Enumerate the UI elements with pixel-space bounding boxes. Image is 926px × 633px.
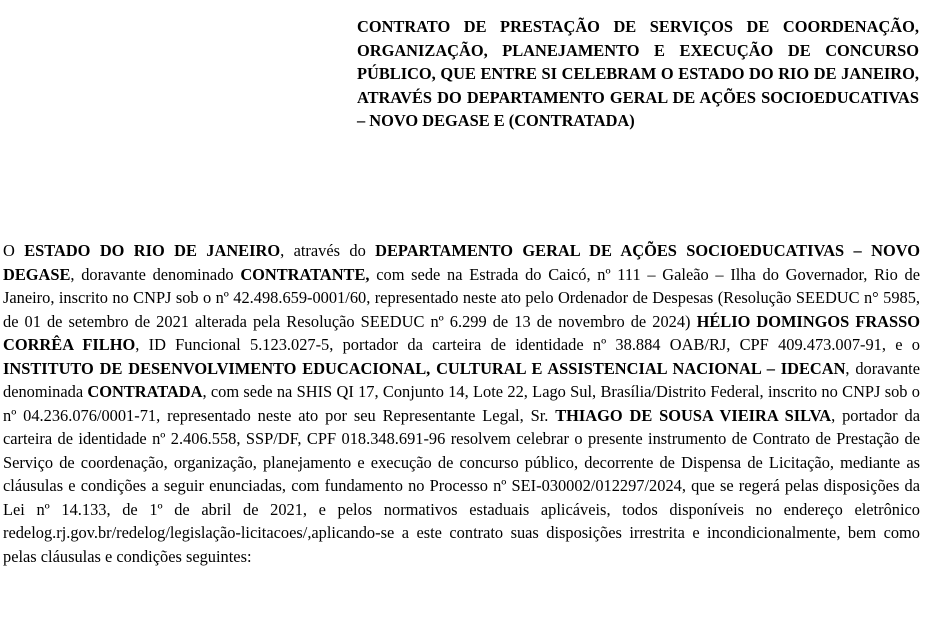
preamble-text-4: com sede na Estrada do Caicó, nº 111 – Galeão – Ilha do Governador, Rio de Janeiro, inscrito no CNPJ sob o nº 42.498.659-0001/60, representado neste ato pelo Ordenador de Despesas (Resolução SEEDUC n° 5985, de 01 de setembro de 2021 alterada pela Resolução SEEDUC nº 6.299 de 13 de novembro de 2024) [3,264,920,331]
preamble-text-5: , ID Funcional 5.123.027-5, portador da carteira de identidade nº 38.884 OAB/RJ, CPF 409.473.007-91, e o [135,335,920,354]
representative-name-contratante: HÉLIO DOMINGOS FRASSO CORRÊA FILHO [3,311,920,354]
preamble-text-1: O [3,241,25,260]
representative-name-contratada: THIAGO DE SOUSA VIEIRA SILVA [555,405,832,425]
contract-title: CONTRATO DE PRESTAÇÃO DE SERVIÇOS DE COORDENAÇÃO, ORGANIZAÇÃO, PLANEJAMENTO E EXECUÇÃO DE CONCURSO PÚBLICO, QUE ENTRE SI CELEBRAM O ESTADO DO RIO DE JANEIRO, ATRAVÉS DO DEPARTAMENTO GERAL DE AÇÕES SOCIOEDUCATIVAS – NOVO DEGASE E (CONTRATADA) [357,17,919,130]
preamble-text-8: , portador da carteira de identidade nº 2.406.558, SSP/DF, CPF 018.348.691-96 resolvem celebrar o presente instrumento de Contrato de Prestação de Serviço de coordenação, organização, planejamento e execução de concurso público, decorrente de Dispensa de Licitação, mediante as cláusulas e condições a seguir enunciadas, com fundamento no Processo nº SEI-030002/012297/2024, que se regerá pelas disposições da Lei nº 14.133, de 1º de abril de 2021, e pelos normativos estaduais aplicáveis, todos disponíveis no endereço eletrônico redelog.rj.gov.br/redelog/legislação-licitacoes/,aplicando-se a este contrato suas disposições irrestrita e incondicionalmente, bem como pelas cláusulas e condições seguintes: [3,405,920,566]
party-institute-name: INSTITUTO DE DESENVOLVIMENTO EDUCACIONAL, CULTURAL E ASSISTENCIAL NACIONAL – IDECAN [3,358,846,378]
preamble-text-3: , doravante denominado [70,264,241,284]
contract-preamble [3,239,920,568]
party-department-name: DEPARTAMENTO GERAL DE AÇÕES SOCIOEDUCATIVAS – NOVO DEGASE [3,241,920,284]
preamble-text-7: , com sede na SHIS QI 17, Conjunto 14, Lote 22, Lago Sul, Brasília/Distrito Federal, inscrito no CNPJ sob o nº 04.236.076/0001-71, representado neste ato por seu Representante Legal, Sr. [3,382,920,425]
party-state-name: ESTADO DO RIO DE JANEIRO [24,241,281,260]
preamble-text-2: , através do [280,241,376,260]
preamble-text-6: , doravante denominada [3,358,920,401]
contratante-label: CONTRATANTE, [240,264,370,284]
contratada-label: CONTRATADA [87,382,203,401]
